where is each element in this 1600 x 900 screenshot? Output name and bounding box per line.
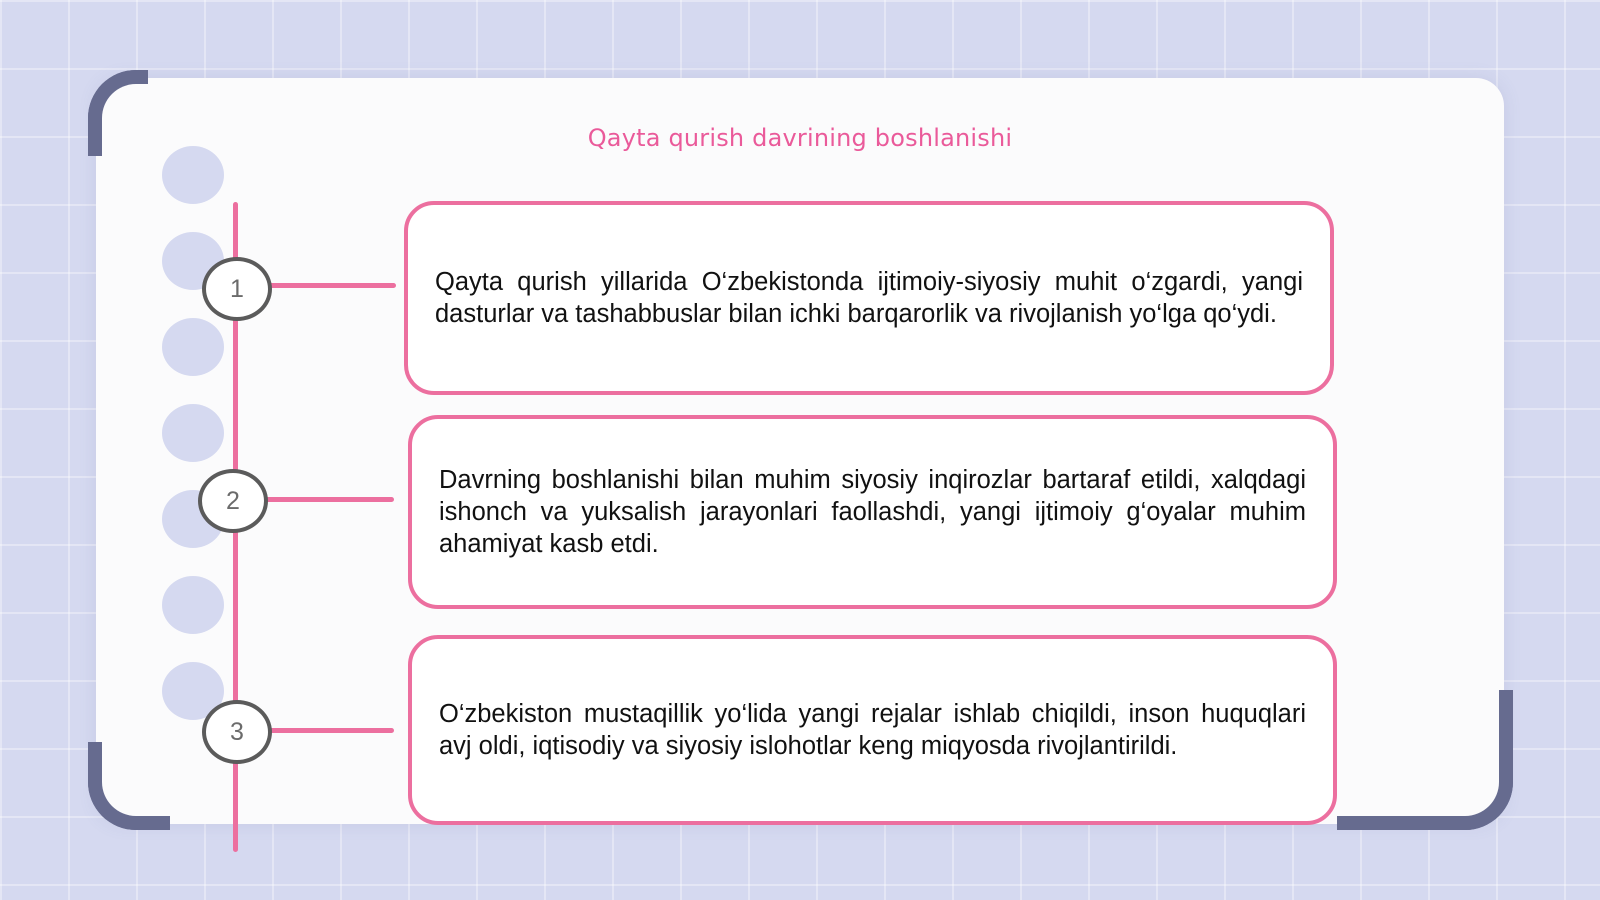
timeline-step-3-marker [202,700,272,764]
timeline-step-1-marker [202,257,272,321]
binder-hole [162,318,224,376]
corner-bracket-bottom-left-front [88,742,170,830]
card-text: Davrning boshlanishi bilan muhim siyosiy inqirozlar bartaraf etildi, xalqdagi ishonch va yuksalish jarayonlari faollashdi, yangi ijtimoiy g‘oyalar muhim ahamiyat kasb etdi. [439,466,1306,558]
step-number: 1 [230,274,244,303]
binder-hole [162,146,224,204]
timeline-step-2-marker [198,469,268,533]
corner-bracket-bottom-right-front [1337,690,1513,830]
page-title: Qayta qurish davrining boshlanishi [587,124,1013,152]
binder-hole [162,576,224,634]
timeline-card-1 [404,201,1334,395]
step-number: 3 [230,717,244,746]
card-text: Qayta qurish yillarida O‘zbekistonda ijtimoiy-siyosiy muhit o‘zgardi, yangi dasturlar va tashabbuslar bilan ichki barqarorlik va rivojlanish yo‘lga qo‘ydi. [435,268,1303,328]
timeline-card-3 [408,635,1337,825]
binder-hole [162,404,224,462]
card-text: O‘zbekiston mustaqillik yo‘lida yangi rejalar ishlab chiqildi, inson huquqlari avj oldi, iqtisodiy va siyosiy islohotlar keng miqyosda rivojlantirildi. [439,700,1306,760]
timeline-card-2 [408,415,1337,609]
step-number: 2 [226,486,240,515]
